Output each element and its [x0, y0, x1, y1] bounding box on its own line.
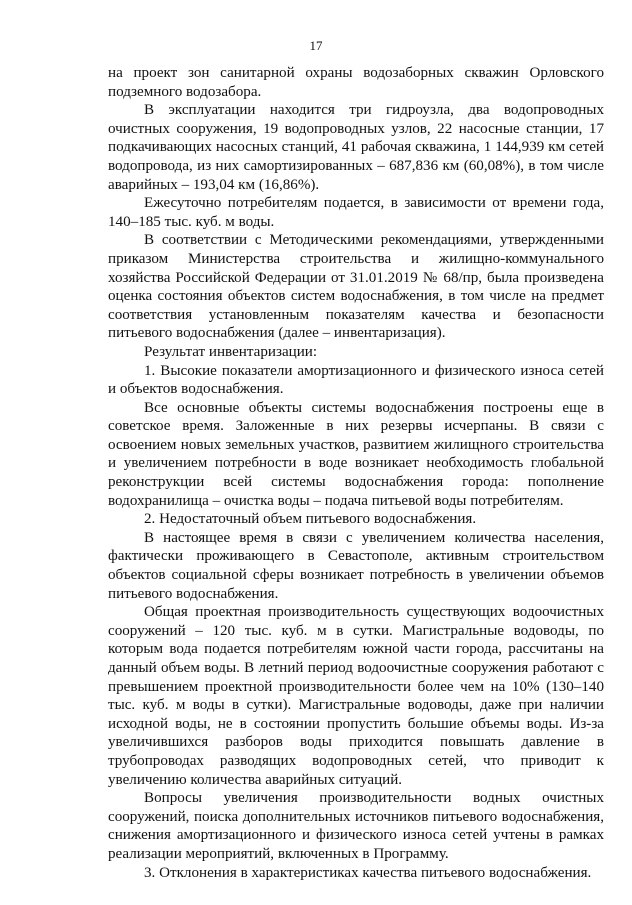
paragraph: В соответствии с Методическими рекомендациями, утвержденными приказом Министерства строительства и жилищно-коммунального хозяйства Российской Федерации от 31.01.2019 № 68/пр, была произведена оценка состояния объектов систем водоснабжения, в том числе на предмет соответствия установленным показателям качества и безопасности питьевого водоснабжения (далее – инвентаризация). — [108, 232, 604, 342]
section-heading: 3. Отклонения в характеристиках качества питьевого водоснабжения. — [144, 864, 592, 881]
paragraph: Все основные объекты системы водоснабжения построены еще в советское время. Заложенные в них резервы исчерпаны. В связи с освоением новых земельных участков, развитием жилищного строительства и увеличением потребности в воде возникает необходимость глобальной реконструкции всей системы водоснабжения города: пополнение водохранилища – очистка воды – подача питьевой воды потребителям. — [108, 399, 604, 509]
section-heading: 2. Недостаточный объем питьевого водоснабжения. — [144, 511, 477, 528]
paragraph: Результат инвентаризации: — [144, 343, 318, 360]
paragraph: на проект зон санитарной охраны водозаборных скважин Орловского подземного водозабора. — [108, 65, 604, 100]
paragraph: Общая проектная производительность существующих водоочистных сооружений – 120 тыс. куб. м в сутки. Магистральные водоводы, по которым вода подается потребителям южной части города, рассчитаны на данный объем воды. В летний период водоочистные сооружения работают с превышением проектной производительности более чем на 10% (130–140 тыс. куб. м воды в сутки). Магистральные водоводы, даже при наличии исходной воды, не в состоянии пропустить большие объемы воды. Из-за увеличившихся разборов воды приходится повышать давление в трубопроводах разводящих водопроводных сетей, что приводит к увеличению количества аварийных ситуаций. — [108, 604, 604, 788]
document-body — [108, 64, 604, 882]
section-heading: 1. Высокие показатели амортизационного и физического износа сетей и объектов водоснабжения. — [108, 362, 604, 398]
paragraph: Ежесуточно потребителям подается, в зависимости от времени года, 140–185 тыс. куб. м воды. — [108, 195, 604, 230]
page-number: 17 — [309, 38, 323, 53]
paragraph: В настоящее время в связи с увеличением количества населения, фактически проживающего в Севастополе, активным строительством объектов социальной сферы возникает потребность в увеличении объемов питьевого водоснабжения. — [108, 529, 604, 602]
paragraph: Вопросы увеличения производительности водных очистных сооружений, поиска дополнительных источников питьевого водоснабжения, снижения амортизационного и физического износа сетей учтены в рамках реализации мероприятий, включенных в Программу. — [108, 790, 604, 862]
paragraph: В эксплуатации находится три гидроузла, два водопроводных очистных сооружения, 19 водопроводных узлов, 22 насосные станции, 17 подкачивающих насосных станций, 41 рабочая скважина, 1 144,939 км сетей водопровода, из них самортизированных – 687,836 км (60,08%), в том числе аварийных – 193,04 км (16,86%). — [108, 102, 604, 193]
